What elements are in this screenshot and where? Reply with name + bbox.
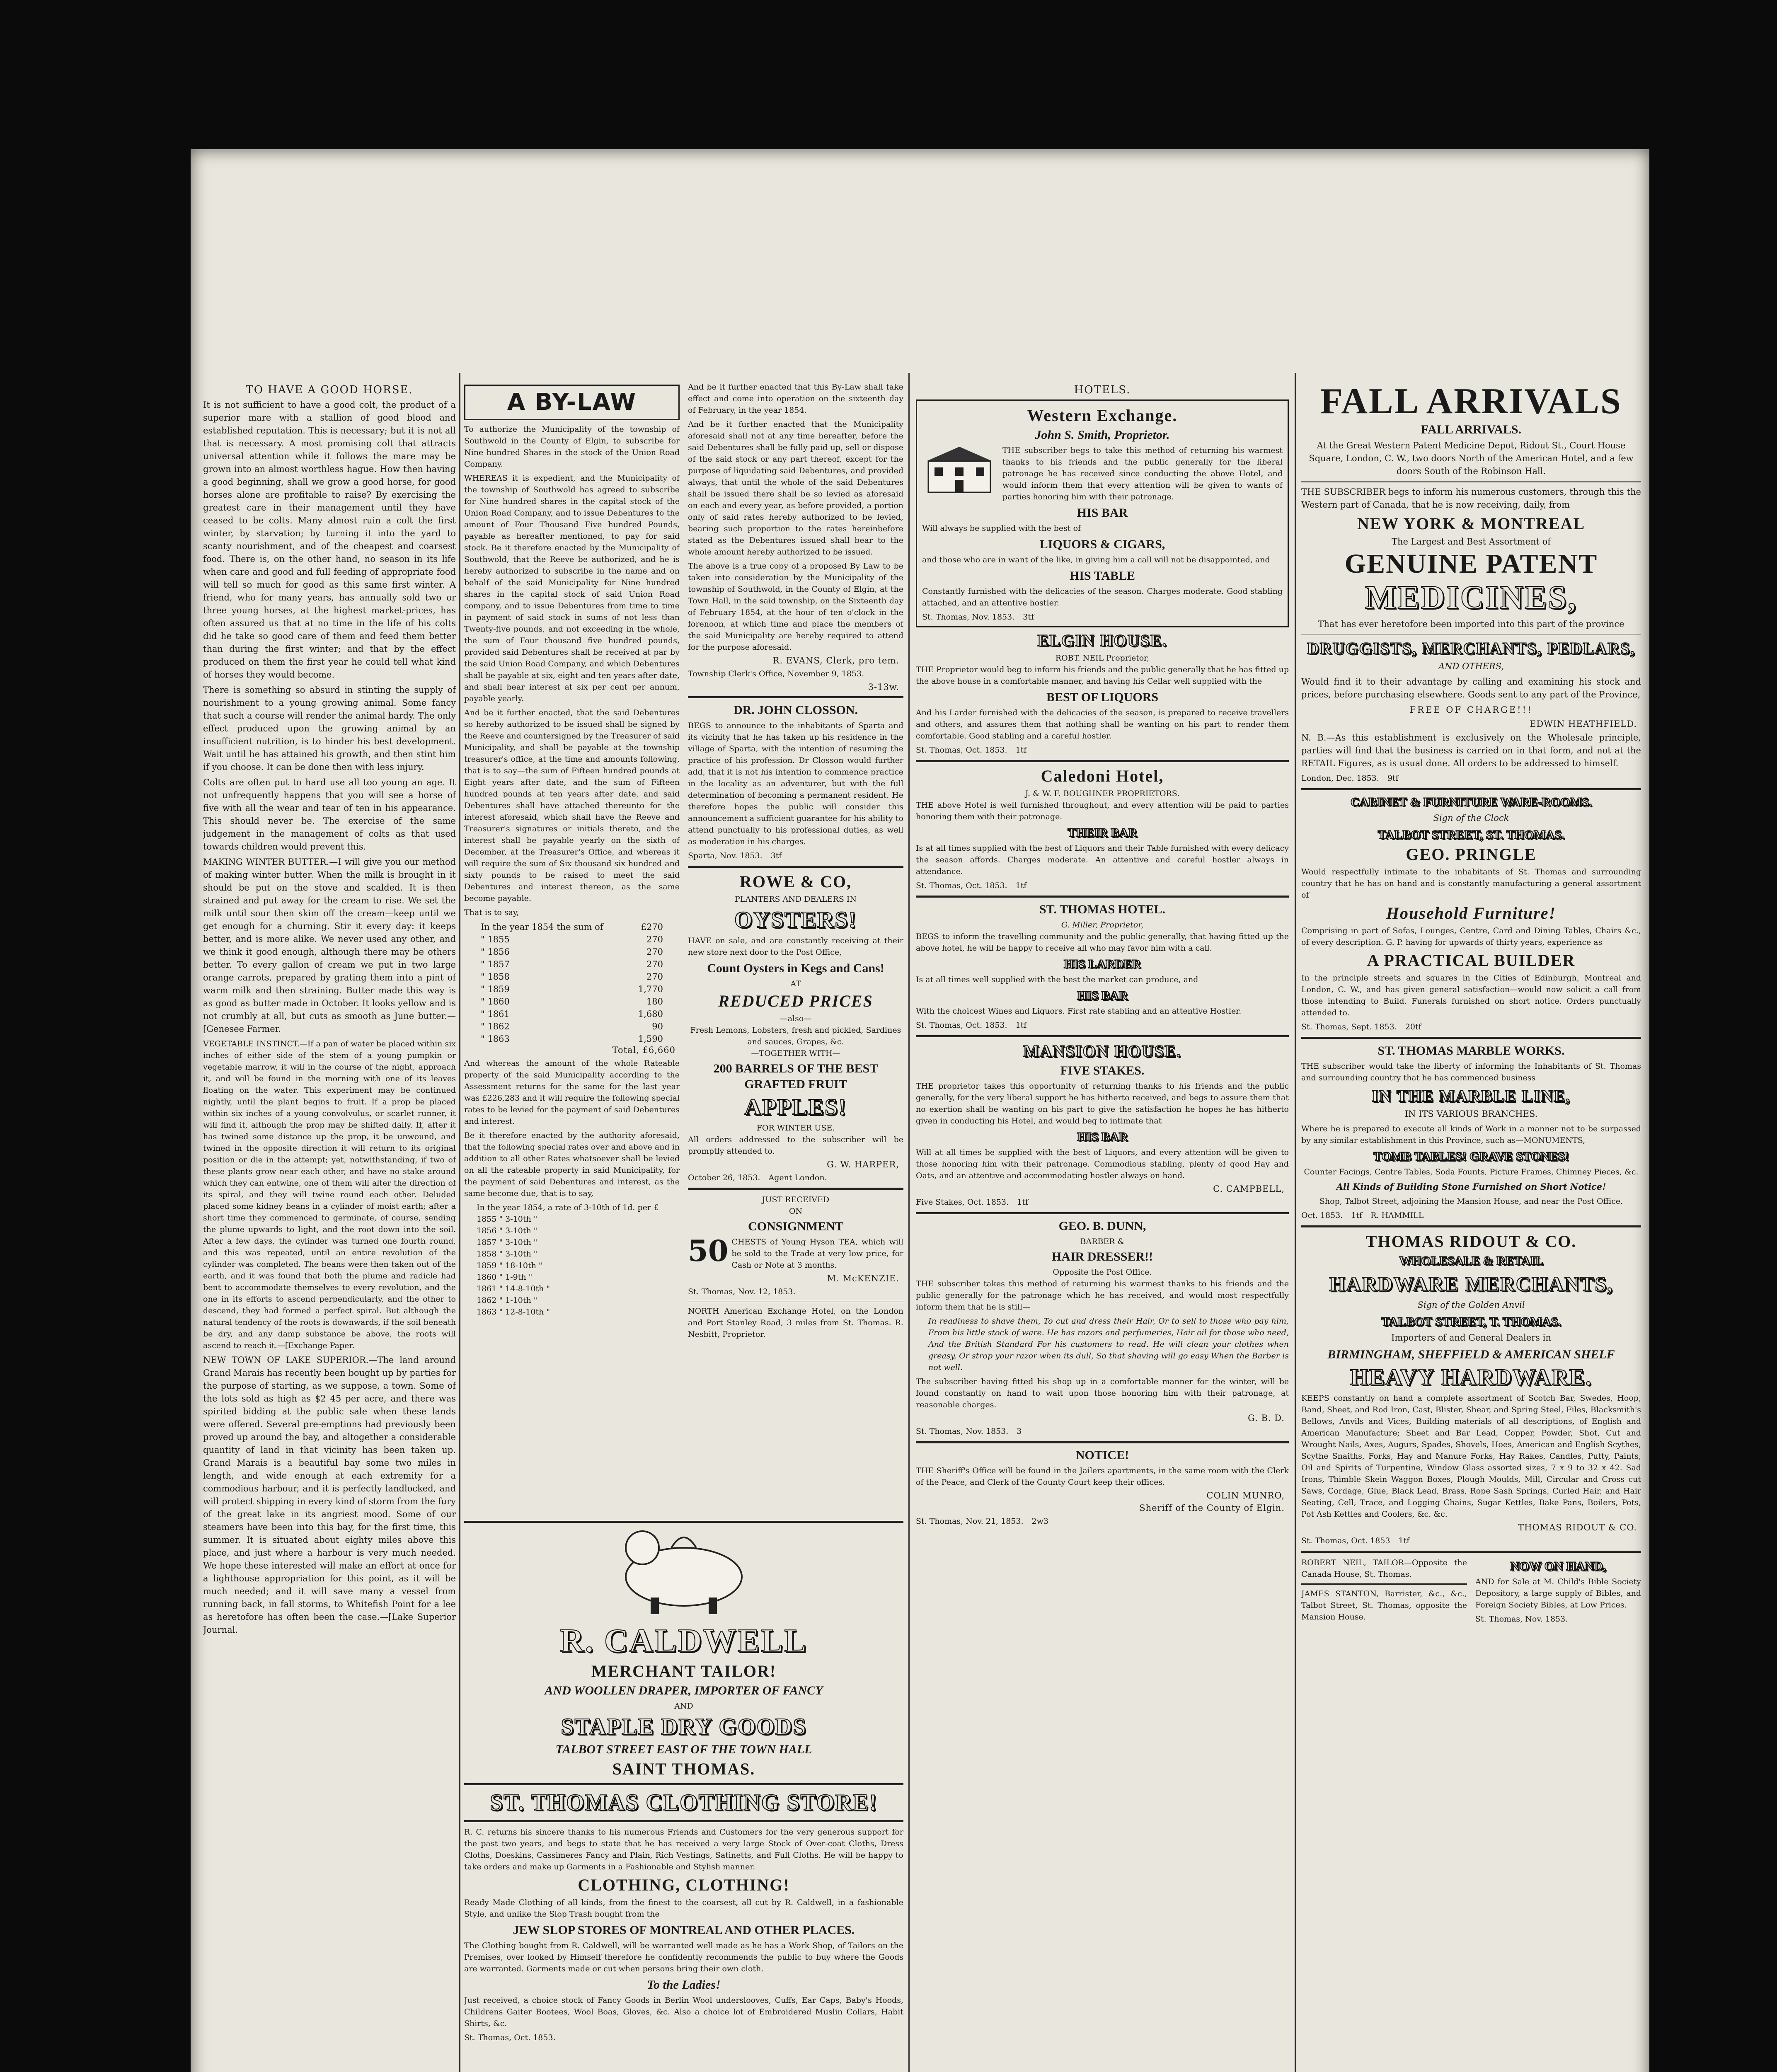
dunn-signature: G. B. D. (1248, 1413, 1285, 1423)
column-rule (1295, 373, 1296, 2072)
mansion-five: FIVE STAKES. (1060, 1064, 1145, 1077)
schedule-label: That is to say, (464, 908, 519, 917)
stt-ref: 1tf (1015, 1021, 1027, 1030)
schedule-row (464, 983, 680, 995)
dunn-hair: HAIR DRESSER!! (1051, 1250, 1153, 1264)
caldwell-body4: Just received, a choice stock of Fancy Goods in Berlin Wool underslooves, Cuffs, Ear Caps, Baby's Hoods, Childrens Gaiter Bootees, Wool Boas, Gloves, &c. Also a choice lot of Embroidered Muslin Collars, Habit Shirts, &c. (464, 1996, 903, 2028)
marble-ref: 1tf (1351, 1211, 1363, 1220)
ridout-date: St. Thomas, Oct. 1853 (1301, 1536, 1390, 1545)
closson-body: BEGS to announce to the inhabitants of Sparta and its vicinity that he has taken up his residence in the village of Sparta, with the intention of resuming the practice of his profession. Dr Closson would further add, that it is not his intention to commence practice in the locality as an adventurer, but with the full determination of becoming a permanent resident. He therefore hopes the public will consider this announcement a sufficient guarantee for his ability to attend punctually to his professional duties, as well as moderation in his charges. (688, 721, 903, 846)
schedule-row (464, 995, 680, 1008)
schedule-amount: 180 (646, 997, 663, 1007)
mansion-bar: HIS BAR (1077, 1130, 1128, 1144)
marble-shop: Shop, Talbot Street, adjoining the Mansion House, and near the Post Office. (1319, 1197, 1623, 1206)
caledoni-ref: 1tf (1015, 881, 1027, 890)
pringle-body: Would respectfully intimate to the inhabitants of St. Thomas and surrounding country that he has on hand and is constantly manufacturing a general assortment of (1301, 867, 1641, 900)
ridout-ref: 1tf (1398, 1536, 1410, 1545)
schedule-amount: 1,680 (638, 1009, 663, 1019)
article-paragraph: Colts are often put to hard use all too young an age. It not unfrequently happens that you will see a horse of five with all the wear and tear of ten in his appearance. This should never be. The exercise of the same judgement in the management of colts as that used towards children would prevent this. (203, 777, 456, 852)
schedule-year: In the year 1854 the sum of (481, 922, 603, 932)
rowe-also: —also— (780, 1014, 812, 1023)
schedule-year: " 1862 (481, 1021, 510, 1031)
bylaw-signature: R. EVANS, Clerk, pro tem. (772, 656, 899, 666)
schedule-row (464, 946, 680, 958)
rowe-at: AT (790, 979, 801, 988)
column-2 (464, 381, 903, 2072)
clothing-heading: CLOTHING, CLOTHING! (578, 1876, 790, 1894)
newspaper-page (191, 149, 1649, 2072)
schedule-year: " 1863 (481, 1034, 510, 1044)
stanton-barrister: JAMES STANTON, Barrister, &c., &c., Talbot Street, St. Thomas, opposite the Mansion House. (1301, 1589, 1467, 1622)
consign-on: ON (789, 1207, 803, 1216)
caldwell-advert (464, 1527, 903, 2043)
rate-row: 1855 " 3-10th " (477, 1215, 537, 1224)
hotels-label: HOTELS. (1074, 384, 1131, 396)
fall-arrivals-heading: FALL ARRIVALS (1320, 381, 1622, 421)
column-4 (1301, 381, 1641, 2072)
caledoni-date: St. Thomas, Oct. 1853. (916, 881, 1007, 890)
rowe-agent: Agent London. (768, 1173, 827, 1182)
ridout-heading: THOMAS RIDOUT & CO. (1365, 1232, 1577, 1251)
rate-schedule (464, 1202, 680, 1318)
caledoni-body: THE above Hotel is well furnished throughout, and every attention will be paid to parties honoring them with their patronage. (916, 801, 1289, 821)
sign-of-clock: Sign of the Clock (1433, 813, 1509, 823)
neil-tailor: ROBERT NEIL, TAILOR—Opposite the Canada House, St. Thomas. (1301, 1558, 1467, 1579)
schedule-amount: £270 (641, 922, 663, 932)
medicines-heading: MEDICINES, (1365, 579, 1578, 616)
notice-date: St. Thomas, Nov. 21, 1853. (916, 1517, 1024, 1526)
rowe-reduced: REDUCED PRICES (718, 992, 873, 1010)
western-bar-body: Will always be supplied with the best of (922, 524, 1081, 533)
schedule-row (464, 933, 680, 946)
notice-signature: COLIN MUNRO, (1206, 1491, 1285, 1501)
article-paragraph: MAKING WINTER BUTTER.—I will give you our method of making winter butter. When the milk is brought in it should be put on the stove and scalded. It is then strained and put away for the cream to rise. We set the milk until sour then skim off the cream—keep until we get enough for a churning. Stir it every day: it keeps better, and is more alike. We never used any other, and we think it good enough, although there may be others better. To every gallon of cream we put in two large orange carrots, prepared by grating them into a pint of warm milk and then straining. Butter made this way is as good as butter made in October. It looks yellow and is not crumbly at all, but cuts as smooth as June butter.—[Genesee Farmer. (203, 857, 456, 1034)
marble-heading: ST. THOMAS MARBLE WORKS. (1378, 1044, 1565, 1058)
dunn-ref: 3 (1017, 1427, 1022, 1436)
schedule-year: " 1859 (481, 984, 510, 994)
and-others: AND OTHERS, (1438, 661, 1504, 671)
stt-body: BEGS to inform the travelling community and the public generally, that having fitted up the above hotel, he will be happy to receive all who may favor him with a call. (916, 932, 1289, 953)
clothing-store-heading: ST. THOMAS CLOTHING STORE! (490, 1790, 878, 1815)
caldwell-body: R. C. returns his sincere thanks to his numerous Friends and Customers for the very generous support for the past two years, and begs to state that he has received a very large Stock of Over-coat Cloths, Dress Cloths, Doeskins, Cassimeres Fancy and Plain, Rich Vestings, Satinetts, and Full Cloths. He will be happy to take orders and make up Garments in a Fashionable and Stylish manner. (464, 1828, 903, 1871)
closson-heading: DR. JOHN CLOSSON. (733, 703, 858, 717)
marble-body: THE subscriber would take the liberty of informing the Inhabitants of St. Thomas and surrounding country that he has commenced business (1301, 1062, 1641, 1082)
western-bar: HIS BAR (1077, 506, 1128, 520)
western-body: THE subscriber begs to take this method of returning his warmest thanks to his friends and the public generally for the liberal patronage he has received since conducting the above Hotel, and would inform them that every attention will be given to wants of parties honoring him with their patronage. (1002, 446, 1283, 501)
builder-date: St. Thomas, Sept. 1853. (1301, 1022, 1397, 1031)
dunn-post: Opposite the Post Office. (1053, 1268, 1152, 1277)
western-date: St. Thomas, Nov. 1853. (922, 612, 1015, 622)
rate-row: 1858 " 3-10th " (477, 1249, 537, 1259)
consign-just: JUST RECEIVED (762, 1195, 830, 1204)
western-heading: Western Exchange. (1027, 406, 1178, 425)
schedule-year: " 1856 (481, 947, 510, 957)
western-liquors-body: and those who are in want of the like, in giving him a call will not be disappointed, and (922, 555, 1270, 564)
dunn-body: THE subscriber takes this method of returning his warmest thanks to his friends and the public generally for the patronage which he has received, and would most respectfully inform them that he is still— (916, 1279, 1289, 1312)
bsa-heading: BIRMINGHAM, SHEFFIELD & AMERICAN SHELF (1327, 1348, 1615, 1361)
elgin-proprietor: ROBT. NEIL Proprietor, (1055, 654, 1150, 663)
marble-date: Oct. 1853. (1301, 1211, 1343, 1220)
payment-schedule (464, 921, 680, 1045)
stt-bar: HIS BAR (1077, 989, 1128, 1002)
ever-imported: That has ever heretofore been imported into this part of the province (1318, 619, 1624, 629)
closson-footer: Sparta, Nov. 1853. (688, 851, 763, 860)
consign-body: CHESTS of Young Hyson TEA, which will be sold to the Trade at very low price, for Cash or Note at 3 months. (731, 1237, 903, 1270)
column-rule (459, 373, 460, 2072)
consign-date: St. Thomas, Nov. 12, 1853. (688, 1287, 796, 1296)
talbot-street-2: TALBOT STREET, T. THOMAS. (1381, 1315, 1561, 1329)
schedule-row (464, 958, 680, 971)
schedule-amount: 1,590 (638, 1034, 663, 1044)
elgin-ref: 1tf (1015, 746, 1027, 755)
rowe-harper: G. W. HARPER, (827, 1159, 899, 1169)
pringle-name: GEO. PRINGLE (1406, 845, 1537, 864)
genuine-patent: GENUINE PATENT (1344, 549, 1598, 579)
talbot-street: TALBOT STREET, ST. THOMAS. (1378, 828, 1565, 842)
caldwell-title: MERCHANT TAILOR! (591, 1662, 777, 1680)
western-proprietor: John S. Smith, Proprietor. (1035, 428, 1170, 442)
column-rule (908, 373, 910, 2072)
practical-builder: A PRACTICAL BUILDER (1367, 951, 1576, 970)
notice-heading: NOTICE! (1075, 1448, 1129, 1462)
rate-row: 1859 " 18-10th " (477, 1261, 542, 1270)
caldwell-body2: Ready Made Clothing of all kinds, from the finest to the coarsest, all cut by R. Caldwell, in a fashionable Style, and unlike the Slop Trash bought from the (464, 1898, 903, 1919)
elgin-best: BEST OF LIQUORS (1046, 690, 1159, 704)
exchange-hotel-notice: NORTH American Exchange Hotel, on the London and Port Stanley Road, 3 miles from St. Thomas. R. Nesbitt, Proprietor. (688, 1307, 903, 1339)
nb-date: London, Dec. 1853. (1301, 774, 1379, 783)
heathfield-signature: EDWIN HEATHFIELD. (1530, 719, 1637, 729)
rowe-orders: All orders addressed to the subscriber will be promptly attended to. (688, 1135, 903, 1156)
mansion-body: THE proprietor takes this opportunity of returning thanks to his friends and the public generally, for the very liberal support he has hitherto received, and begs to assure them that no exertion shall be wanting on his part to give the satisfaction he hopes he has hitherto given in conducting his Hotel, and would beg to intimate that (916, 1082, 1289, 1126)
schedule-amount: 270 (646, 959, 663, 969)
schedule-amount: 270 (646, 947, 663, 957)
rowe-also-body: Fresh Lemons, Lobsters, fresh and pickled, Sardines and sauces, Grapes, &c. (690, 1026, 901, 1046)
western-ref: 3tf (1023, 612, 1034, 622)
western-exchange-advert (916, 399, 1289, 627)
bylaw-intro: To authorize the Municipality of the township of Southwold in the County of Elgin, to subscribe for Nine hundred Shares in the stock of the Union Road Company. (464, 425, 680, 469)
building-stone: All Kinds of Building Stone Furnished on Short Notice! (1336, 1181, 1606, 1192)
rate-row: 1860 " 1-9th " (477, 1273, 533, 1282)
schedule-amount: 270 (646, 972, 663, 982)
fall-arrivals-sub: FALL ARRIVALS. (1421, 423, 1522, 436)
stt-heading: ST. THOMAS HOTEL. (1039, 903, 1165, 916)
subscriber-intro: THE SUBSCRIBER begs to inform his numerous customers, through this the Western part of Canada, that he is now receiving, daily, from (1301, 487, 1641, 510)
largest-assortment: The Largest and Best Assortment of (1391, 537, 1551, 547)
now-on-hand-date: St. Thomas, Nov. 1853. (1475, 1615, 1568, 1624)
bylaw-paragraph: And be it further enacted that the Municipality aforesaid shall not at any time hereafter, before the said Debentures shall be fully paid up, sell or dispose of the said stock or any part thereof, except for the purpose of liquidating said Debentures, and provided always, that until the whole of the said Debentures shall be issued there shall be so levied as aforesaid on each and every year, as before provided, a portion only of said rates hereby authorized to be levied, bearing such proportion to the rates hereinbefore stated as the Debentures issued shall bear to the whole amount hereby authorized to be issued. (688, 420, 903, 557)
caldwell-body3: The Clothing bought from R. Caldwell, will be warranted well made as he has a Work Shop, of Tailors on the Premises, over looked by Himself therefore he confidently recommends the public to buy where the Goods are warranted. Garments made or cut when persons bring their own cloth. (464, 1941, 903, 1973)
elgin-date: St. Thomas, Oct. 1853. (916, 746, 1007, 755)
caldwell-staple: STAPLE DRY GOODS (561, 1714, 807, 1740)
free-of-charge: FREE OF CHARGE!!! (1409, 705, 1533, 715)
caldwell-street: TALBOT STREET EAST OF THE TOWN HALL (555, 1743, 812, 1756)
notice-signature-title: Sheriff of the County of Elgin. (1139, 1503, 1285, 1513)
apples-heading: APPLES! (744, 1094, 847, 1120)
schedule-row (464, 1033, 680, 1045)
cabinet-heading: CABINET & FURNITURE WARE-ROOMS. (1350, 795, 1592, 809)
bylaw-paragraph: And whereas the amount of the whole Rateable property of the said Municipality according to the Assessment returns for the same for the last year was £226,283 and it will require the following special rates to be levied for the payment of said Debentures and interest. (464, 1059, 680, 1126)
marble-branches: IN ITS VARIOUS BRANCHES. (1404, 1109, 1538, 1119)
bylaw-paragraph: WHEREAS it is expedient, and the Municipality of the township of Southwold has agreed to subscribe for Nine hundred shares in the capital stock of the Union Road Company, and to issue Debentures to the amount of Four Thousand Five hundred Pounds, payable as hereafter mentioned, to pay for said stock. Be it therefore enacted by the Municipality of Southwold, that the Reeve be authorized, and he is hereby authorized to subscribe in the name and on behalf of the said Municipality for Nine hundred shares in the capital stock of said Union Road company, and to issue Debentures from time to time in payment of said stock in sums of not less than Twenty-five pounds, and not exceeding in the whole, the sum of Four thousand five hundred pounds, provided said Debentures shall be received at par by the said Union Road Company, and which Debentures shall be payable at six, eight and ten years after date, and shall bear interest at six per cent per annum, payable yearly. (464, 474, 680, 703)
notice-ref: 2w3 (1031, 1517, 1048, 1526)
bylaw-sign-ref: 3-13w. (868, 682, 899, 692)
oysters-heading: OYSTERS! (734, 907, 857, 933)
dunn-barber: BARBER & (1080, 1237, 1125, 1246)
consign-heading: CONSIGNMENT (748, 1220, 844, 1233)
schedule-amount: 90 (652, 1021, 663, 1031)
elgin-body2: And his Larder furnished with the delicacies of the season, is prepared to receive travellers and others, and assures them that nothing shall be wanting on his part to render them comfortable. Good stabling and a careful hostler. (916, 708, 1289, 741)
builder-ref: 20tf (1405, 1022, 1421, 1031)
schedule-total: Total, £6,660 (612, 1045, 675, 1055)
consign-num: 50 (688, 1234, 729, 1268)
closson-ref: 3tf (770, 851, 782, 860)
stt-larder: HIS LARDER (1064, 957, 1141, 971)
mansion-ref: 1tf (1017, 1198, 1028, 1207)
household-body: Comprising in part of Sofas, Lounges, Centre, Card and Dining Tables, Chairs &c., of every description. G. P. having for upwards of thirty years, experience as (1301, 926, 1641, 947)
caldwell-city: SAINT THOMAS. (612, 1760, 755, 1778)
ridout-signature: THOMAS RIDOUT & CO. (1518, 1523, 1637, 1532)
article-paragraph: VEGETABLE INSTINCT.—If a pan of water be placed within six inches of either side of the stem of a young pumpkin or vegetable marrow, it will in the course of the night, approach it, and will be found in the morning with one of its leaves floating on the water. This experiment may be continued nightly, until the plant begins to fruit. If a prop be placed within six inches of a young convolvulus, or scarlet runner, it will find it, although the prop may be shifted daily. If, after it has twined some distance up the prop, it be unwound, and twined in the opposite direction it will return to its original position or die in the attempt; yet, notwithstanding, if two of these plants grow near each other, and have no stake around which they can entwine, one of them will alter the direction of its spiral, and they will twine round each other. Deluded placed some kidney beans in a cylinder of moist earth; after a short time they commenced to germinate, of course, sending the plume upwards to light, and the root down into the soil. After a few days, the cylinder was turned one fourth round, and this was repeated, until an entire revolution of the cylinder was completed. The beans were then taken out of the earth, and it was found that both the plume and radicle had bent to accommodate themselves to every revolution, and the one in its efforts to ascend perpendicularly, and the other to descend, they had formed a perfect spiral. But although the natural tendency of the roots is downwards, if the soil beneath be dry, and any damp substance be above, the roots will ascend to reach it.—[Exchange Paper. (203, 1039, 456, 1350)
stt-bar-body: With the choicest Wines and Liquors. First rate stabling and an attentive Hostler. (916, 1007, 1242, 1016)
rate-row: 1857 " 3-10th " (477, 1238, 537, 1247)
dunn-date: St. Thomas, Nov. 1853. (916, 1427, 1009, 1436)
western-table: HIS TABLE (1069, 569, 1135, 583)
schedule-year: " 1860 (481, 997, 510, 1007)
rate-row: 1862 " 1-10th " (477, 1296, 537, 1305)
builder-body: In the principle streets and squares in the Cities of Edinburgh, Montreal and London, C. W., and has given general satisfaction—would now solicit a call from those intending to Build. Funerals furnished on short notice. Orders punctually attended to. (1301, 973, 1641, 1017)
schedule-row (464, 1008, 680, 1020)
caldwell-line2: AND WOOLLEN DRAPER, IMPORTER OF FANCY (545, 1684, 823, 1697)
golden-anvil: Sign of the Golden Anvil (1417, 1300, 1525, 1310)
schedule-amount: 270 (646, 934, 663, 944)
schedule-year: " 1861 (481, 1009, 510, 1019)
mansion-date: Five Stakes, Oct. 1853. (916, 1198, 1009, 1207)
bylaw-right (688, 381, 903, 1517)
notice-body: THE Sheriff's Office will be found in the Jailers apartments, in the same room with the Clerk of the Peace, and Clerk of the County Court keep their offices. (916, 1466, 1289, 1487)
mansion-heading: MANSION HOUSE. (1023, 1042, 1181, 1060)
dunn-heading: GEO. B. DUNN, (1058, 1219, 1146, 1233)
article-paragraph: It is not sufficient to have a good colt, the product of a superior mare with a stallion of good blood and established reputation. This is necessary; but it is not all that is necessary. A most promising colt that attracts universal attention while it follows the mare may be grown into an almost worthless hague. How then having a good beginning, shall we grow a good horse, for good horses alone are profitable to raise? By exercising the greatest care in their management until they have ceased to be colts. Many almost ruin a colt the first winter, by starvation; by turning it into the yard to scanty nourishment, and of the cheapest and coarsest food. There is, on the other hand, no season in its life when care and good and full feeding of appropriate food will tell so much for good as this same first winter. A friend, who for many years, has annually sold two or three young horses, at the highest market-prices, has often assured us that at no time in the life of his colts did he take so good care of them and feed them better than during the first winter; and that by the effect produced on them the first year he could tell what kind of horses they would become. (203, 400, 456, 680)
rowe-name: ROWE & CO, (740, 872, 852, 891)
rowe-barrels: 200 BARRELS OF THE BEST GRAFTED FRUIT (713, 1062, 878, 1091)
caldwell-and: AND (674, 1702, 693, 1711)
bylaw-paragraph: And be it further enacted that this By-Law shall take effect and come into operation on the sixteenth day of February, in the year 1854. (688, 382, 903, 415)
rate-row: 1863 " 12-8-10th " (477, 1307, 550, 1317)
stt-larder-body: Is at all times well supplied with the best the market can produce, and (916, 975, 1198, 984)
pig-icon (609, 1527, 758, 1618)
stt-date: St. Thomas, Oct. 1853. (916, 1021, 1007, 1030)
now-on-hand-body: AND for Sale at M. Child's Bible Society Depository, a large supply of Bibles, and Foreign Society Bibles, at Low Prices. (1475, 1577, 1641, 1610)
household-furniture: Household Furniture! (1386, 904, 1557, 922)
western-liquors: LIQUORS & CIGARS, (1039, 537, 1165, 551)
caledoni-body2: Is at all times supplied with the best of Liquors and their Table furnished with every delicacy the season affords. Charges moderate. An attentive and careful hostler always in attendance. (916, 844, 1289, 876)
caldwell-jew: JEW SLOP STORES OF MONTREAL AND OTHER PLACES. (513, 1923, 855, 1937)
rate-row: 1856 " 3-10th " (477, 1226, 537, 1235)
bylaw-left (464, 381, 680, 1517)
bylaw-paragraph: And be it further enacted, that the said Debentures so hereby authorized to be issued shall be signed by the Reeve and countersigned by the Treasurer of said Municipality, and shall be payable at the township treasurer's office, at the time and amounts following, that is to say—the sum of Fifteen hundred pounds at Eight years after date, and the sum of Fifteen hundred pounds at ten years after date, and said Debentures shall have attached thereunto for the interest aforesaid, which shall have the Reeve and Treasurer's signatures or initials thereto, and the interest shall be payable yearly on the sixth of December, at the Treasurer's Office, and whereas it will require the sum of Six thousand six hundred and sixty pounds to be raised to meet the said Debentures and interest thereon, as the same become payable. (464, 708, 680, 903)
schedule-row (464, 971, 680, 983)
mansion-body2: Will at all times be supplied with the best of Liquors, and every attention will be given to those honoring him with their patronage. Commodious stabling, plenty of good Hay and Oats, and an attentive and accommodating hostler always on hand. (916, 1148, 1289, 1180)
caledoni-proprietors: J. & W. F. BOUGHNER PROPRIETORS. (1025, 789, 1180, 798)
mansion-signature: C. CAMPBELL, (1213, 1184, 1285, 1194)
schedule-year: " 1857 (481, 959, 510, 969)
schedule-year: " 1855 (481, 934, 510, 944)
bylaw-sign-place: Township Clerk's Office, November 9, 1853. (688, 669, 864, 678)
rate-row: 1861 " 14-8-10th " (477, 1284, 550, 1293)
caledoni-bar: THEIR BAR (1068, 826, 1137, 840)
dunn-verse: In readiness to shave them, To cut and dress their Hair, Or to sell to those who pay him, From his little stock of ware. He has razors and perfumeries, Hair oil for those who need, And the British Standard For his customers to read. He will clean your clothes when greasy, Or strop your razor when its dull, So that shaving will go easy When the Barber is not well. (928, 1317, 1289, 1372)
consign-name: M. McKENZIE. (827, 1273, 899, 1283)
advantage-text: Would find it to their advantage by calling and examining his stock and prices, before purchasing elsewhere. Goods sent to any part of the Province, (1301, 677, 1641, 700)
rowe-kegs: Count Oysters in Kegs and Cans! (707, 961, 884, 975)
bylaw-paragraph: Be it therefore enacted by the authority aforesaid, that the following special rates over and above and in addition to all other Rates whatsoever shall be levied on all the rateable property in said Municipality, for the payment of said Debentures and interest, as the same become due, that is to say, (464, 1131, 680, 1198)
rowe-sub: PLANTERS AND DEALERS IN (734, 895, 857, 904)
article-title: TO HAVE A GOOD HORSE. (246, 384, 413, 396)
bylaw-block (464, 381, 903, 1517)
schedule-amount: 1,770 (638, 984, 663, 994)
western-table-body: Constantly furnished with the delicacies of the season. Charges moderate. Good stabling attached, and an attentive hostler. (922, 587, 1283, 608)
rowe-body: HAVE on sale, and are constantly receiving at their new store next door to the Post Office, (688, 936, 903, 957)
article-paragraph: NEW TOWN OF LAKE SUPERIOR.—The land around Grand Marais has recently been bought up by parties for the purpose of starting, as we suppose, a town. Some of the lots sold as high as $2 45 per acre, and there was spirited bidding at the public sale when these lands were offered. Several pre-emptions had previously been proved up around the bay, and altogether a considerable quantity of land in that vicinity has been taken up. Grand Marais is a beautiful bay some two miles in length, and wide enough at each extremity for a commodious harbour, and it is perfectly landlocked, and will protect shipping in every kind of storm from the fury of the great lake in its angriest mood. Some of our steamers have been into this bay, for the first time, this summer. It is situated about eighty miles above this place, and just where a harbour is very much needed. We hope these interested will make an effort at once for a lighthouse appropriation for this point, as it will be much needed; and it will save many a vessel from running back, in fall storms, to Whitefish Point for a lee as heretofore has often been the case.—[Lake Superior Journal. (203, 1355, 456, 1635)
importers: Importers of and General Dealers in (1391, 1333, 1551, 1343)
heavy-hardware: HEAVY HARDWARE. (1350, 1365, 1592, 1390)
article-paragraph: There is something so absurd in stinting the supply of nourishment to a young growing animal. Some fancy that such a course will render the animal hardy. The only effect produced upon the growing animal by an insufficient nutrition, is to hinder his best development. Wait until he has attained his growth, and then stint him if you choose. It can be done then with less injury. (203, 685, 456, 772)
hammill-signature: R. HAMMILL (1370, 1211, 1424, 1220)
schedule-year: " 1858 (481, 972, 510, 982)
rowe-together: —TOGETHER WITH— (751, 1049, 840, 1058)
marble-body2: Where he is prepared to execute all kinds of Work in a manner not to be surpassed by any similar establishment in this Province, such as—MONUMENTS, (1301, 1124, 1641, 1145)
rowe-date: October 26, 1853. (688, 1173, 760, 1182)
bylaw-paragraph: The above is a true copy of a proposed By Law to be taken into consideration by the Municipality of the township of Southwold, in the County of Elgin, at the Town Hall, in the said township, on the Sixteenth day of February 1854, at the hour of ten o'clock in the forenoon, at which time and place the members of the said Municipality are hereby required to attend for the purpose aforesaid. (688, 562, 903, 652)
rowe-winter: FOR WINTER USE. (756, 1123, 835, 1133)
nb-text: N. B.—As this establishment is exclusively on the Wholesale principle, parties will find that the business is carried on in that form, and not at the RETAIL Figures, as is usual done. All orders to be addressed to himself. (1301, 733, 1641, 768)
druggists-heading: DRUGGISTS, MERCHANTS, PEDLARS, (1307, 639, 1636, 658)
keeps-body: KEEPS constantly on hand a complete assortment of Scotch Bar, Swedes, Hoop, Band, Sheet, and Rod Iron, Cast, Blister, Shear, and Spring Steel, Files, Blacksmith's Bellows, Anvils and Vices, Building materials of all descriptions, of English and American Manufacture; Sheet and Bar Lead, Copper, Powder, Shot, Cut and Wrought Nails, Axes, Augurs, Spades, Shovels, Hoes, American and English Scythes, Scythe Snaiths, Forks, Hay and Manure Forks, Hay Rakes, Candles, Putty, Paints, Oil and Spirits of Turpentine, Window Glass assorted sizes, 7 x 9 to 32 x 42. Sad Irons, Thimble Skein Waggon Boxes, Plough Moulds, Mill, Circular and Cross cut Saws, Cordage, Glue, Black Lead, Brass, Rope Sash Springs, Curled Hair, and Hair Seating, Cell, Trace, and Logging Chains, Sugar Kettles, Bake Pans, Boilers, Pots, Pot Ash Kettles and Coolers, &c. &c. (1301, 1394, 1641, 1519)
caledoni-heading: Caledoni Hotel, (1041, 767, 1164, 785)
tomb-tables: TOMB TABLES! GRAVE STONES! (1373, 1150, 1569, 1163)
rate-row: In the year 1854, a rate of 3-10th of 1d. per £ (477, 1203, 659, 1212)
hotel-building-icon (922, 445, 997, 494)
nb-ref: 9tf (1387, 774, 1399, 783)
wholesale-retail: WHOLESALE & RETAIL (1399, 1254, 1543, 1268)
column-3 (916, 381, 1289, 2072)
caldwell-name: R. CALDWELL (560, 1623, 808, 1659)
now-on-hand: NOW ON HAND, (1510, 1559, 1606, 1573)
caldwell-date: St. Thomas, Oct. 1853. (464, 2033, 556, 2042)
elgin-heading: ELGIN HOUSE. (1037, 631, 1167, 650)
depot-address: At the Great Western Patent Medicine Depot, Ridout St., Court House Square, London, C. W., two doors North of the American Hotel, and a few doors South of the Robinson Hall. (1309, 441, 1634, 476)
schedule-row (464, 921, 680, 933)
counter-facings: Counter Facings, Centre Tables, Soda Founts, Picture Frames, Chimney Pieces, &c. (1304, 1167, 1639, 1176)
ny-montreal: NEW YORK & MONTREAL (1357, 514, 1586, 533)
caldwell-ladies: To the Ladies! (647, 1978, 721, 1992)
column-1 (203, 381, 456, 2072)
marble-line: IN THE MARBLE LINE, (1372, 1087, 1571, 1105)
schedule-row (464, 1020, 680, 1033)
dunn-body2: The subscriber having fitted his shop up in a comfortable manner for the winter, will be found constantly on hand to wait upon those honoring him with their patronage, at reasonable charges. (916, 1377, 1289, 1409)
hardware-merchants: HARDWARE MERCHANTS, (1329, 1272, 1613, 1295)
stt-proprietor: G. Miller, Proprietor, (1061, 920, 1144, 929)
bylaw-heading: A BY-LAW (464, 385, 680, 420)
elgin-body: THE Proprietor would beg to inform his friends and the public generally that he has fitted up the above house in a comfortable manner, and having his Cellar well supplied with the (916, 665, 1289, 686)
